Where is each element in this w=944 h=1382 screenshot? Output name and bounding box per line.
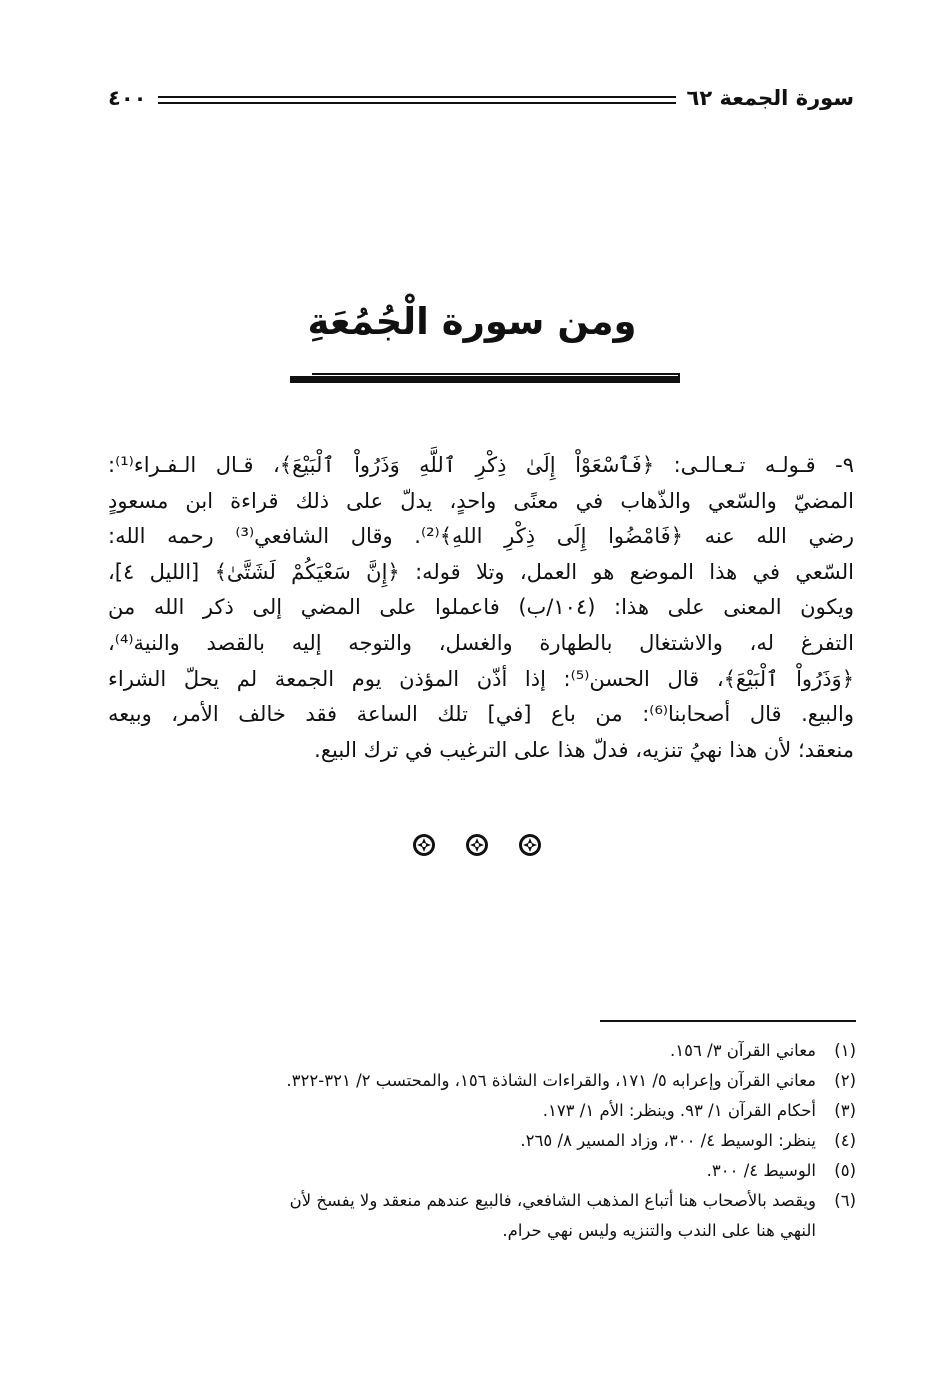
footnote-text: الوسيط ٤/ ٣٠٠.: [706, 1161, 816, 1180]
footnote-item: [108, 1156, 856, 1186]
running-header: [108, 86, 854, 116]
body-line: رضي الله عنه ﴿فَامْضُوا إِلَى ذِكْرِ اللهِ﴾⁽²⁾. وقال الشافعي⁽³⁾ رحمه الله:: [108, 524, 854, 549]
footnote-text: ينظر: الوسيط ٤/ ٣٠٠، وزاد المسير ٨/ ٢٦٥.: [520, 1131, 816, 1150]
footnote-text: أحكام القرآن ١/ ٩٣. وينظر: الأم ١/ ١٧٣.: [542, 1101, 816, 1120]
footnote-text: معاني القرآن وإعرابه ٥/ ١٧١، والقراءات الشاذة ١٥٦، والمحتسب ٢/ ٣٢١-٣٢٢.: [286, 1071, 816, 1090]
footnote-text: معاني القرآن ٣/ ١٥٦.: [670, 1041, 816, 1060]
running-header-title: سورة الجمعة ٦٢: [686, 86, 854, 110]
footnotes: [108, 1036, 856, 1246]
footnote-item: [108, 1126, 856, 1156]
footnote-item: [108, 1096, 856, 1126]
footnote-number: (٤): [834, 1131, 856, 1150]
rosette-ornament-icon: [518, 833, 542, 857]
body-line: ويكون المعنى على هذا: (١٠٤/ب) فاعملوا على المضي إلى ذكر الله من: [108, 595, 855, 620]
body-line: والبيع. قال أصحابنا⁽⁶⁾: من باع [في] تلك الساعة فقد خالف الأمر، وبيعه: [108, 702, 855, 727]
footnote-separator: [600, 1020, 856, 1022]
footnote-number: (٥): [834, 1161, 856, 1180]
footnote-number: (٢): [834, 1071, 856, 1090]
footnote-text: ويقصد بالأصحاب هنا أتباع المذهب الشافعي، فالبيع عندهم منعقد ولا يفسخ لأن: [289, 1191, 816, 1210]
footnote-text: النهي هنا على الندب والتنزيه وليس نهي حرام.: [502, 1221, 816, 1240]
surah-heading: ومن سورة الْجُمُعَةِ: [307, 300, 637, 343]
body-line: المضيّ والسّعي والذّهاب في معنًى واحدٍ، يدلّ على ذلك قراءة ابن مسعودٍ: [108, 488, 854, 513]
body-line: ﴿وَذَرُواْ ٱلْبَيْعَ﴾، قال الحسن⁽⁵⁾: إذا أذّن المؤذن يوم الجمعة لم يحلّ الشراء: [108, 666, 854, 691]
page-number: ٤٠٠: [108, 86, 147, 110]
footnote-number: (١): [834, 1041, 856, 1060]
footnote-item: [108, 1186, 856, 1246]
commentary-body: [108, 448, 854, 768]
footnote-number: (٦): [834, 1191, 856, 1210]
body-line: التفرغ له، والاشتغال بالطهارة والغسل، والتوجه إليه بالقصد والنية⁽⁴⁾،: [108, 630, 854, 655]
footnote-number: (٣): [834, 1101, 856, 1120]
footnote-item: [108, 1066, 856, 1096]
body-line: منعقد؛ لأن هذا نهيُ تنزيه، فدلّ هذا على الترغيب في ترك البيع.: [314, 737, 854, 762]
body-line: السّعي في هذا الموضع هو العمل، وتلا قوله: ﴿إِنَّ سَعْيَكُمْ لَشَتَّىٰ﴾ [الليل ٤]،: [108, 559, 854, 584]
rosette-ornament-icon: [412, 833, 436, 857]
body-line: ٩- قـولـه تـعـالـى: ﴿فَٱسْعَوْاْ إِلَىٰ ذِكْرِ ٱللَّهِ وَذَرُواْ ٱلْبَيْعَ﴾، قـال الـفـراء⁽¹⁾:: [108, 453, 854, 477]
footnote-item: [108, 1036, 856, 1066]
running-header-rule: [158, 96, 676, 104]
heading-underline: [290, 373, 680, 385]
rosette-ornament-icon: [465, 833, 489, 857]
section-end-ornaments: [412, 832, 542, 858]
